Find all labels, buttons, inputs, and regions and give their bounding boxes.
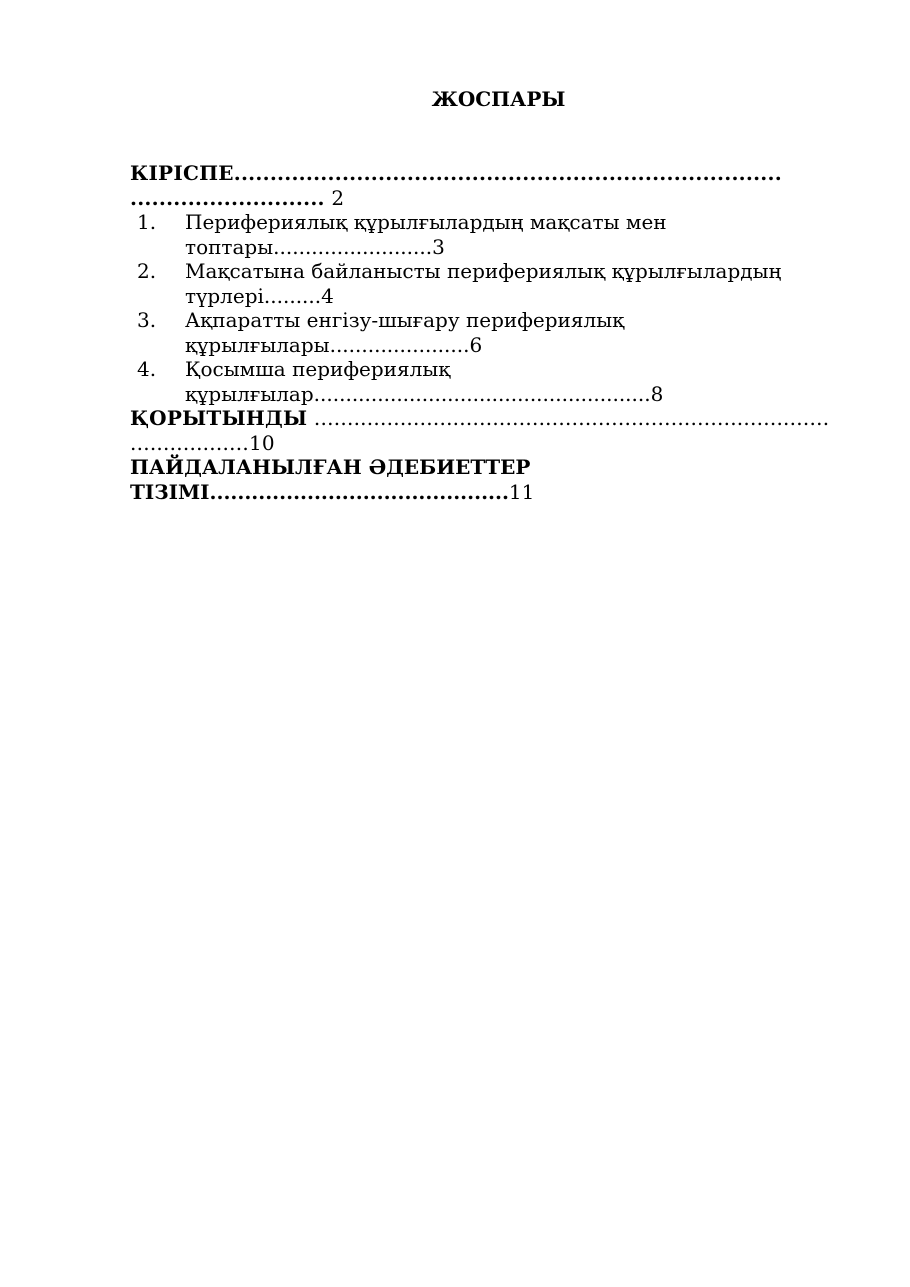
toc-entry-1 bbox=[130, 210, 870, 259]
toc-entry-leader: ......... bbox=[263, 283, 322, 308]
toc-entry-intro bbox=[130, 161, 870, 186]
toc-entry-title-continued: топтары bbox=[185, 234, 274, 259]
toc-entry-leader: ......................... bbox=[273, 234, 433, 259]
toc-entry-title: Перифериялық құрылғылардың мақсаты мен bbox=[185, 210, 667, 234]
toc-intro-leader: ............................................................................ bbox=[233, 161, 782, 185]
toc-entry-conclusion-continued bbox=[130, 431, 870, 456]
toc-intro-page: 2 bbox=[324, 185, 345, 210]
table-of-contents bbox=[130, 161, 870, 504]
toc-entry-number: 3. bbox=[137, 308, 157, 332]
toc-entry-title-continued: құрылғылары bbox=[185, 332, 330, 357]
toc-references-label-continued: ТІЗІМІ bbox=[130, 479, 210, 504]
toc-entry-number: 4. bbox=[137, 357, 157, 381]
toc-entry-title: Мақсатына байланысты перифериялық құрылғылардың bbox=[185, 259, 782, 283]
toc-entry-leader: ..................................................... bbox=[313, 381, 651, 406]
toc-entry-page: 8 bbox=[650, 381, 664, 406]
toc-intro-leader-continued: ........................... bbox=[130, 185, 325, 210]
toc-entry-number: 1. bbox=[137, 210, 157, 234]
toc-entry-text bbox=[185, 210, 870, 259]
toc-entry-leader: ...................... bbox=[329, 332, 470, 357]
toc-entry-references bbox=[130, 455, 870, 480]
toc-conclusion-page: 10 bbox=[248, 430, 275, 455]
toc-intro-label: КІРІСПЕ bbox=[130, 161, 234, 185]
toc-entry-references-continued bbox=[130, 480, 870, 505]
toc-entry-title: Ақпаратты енгізу-шығару перифериялық bbox=[185, 308, 625, 332]
toc-entry-page: 6 bbox=[469, 332, 483, 357]
toc-entry-3 bbox=[130, 308, 870, 357]
toc-entry-conclusion bbox=[130, 406, 870, 431]
toc-entry-text bbox=[185, 259, 870, 308]
toc-references-label: ПАЙДАЛАНЫЛҒАН ӘДЕБИЕТТЕР bbox=[130, 455, 531, 479]
toc-entry-intro-continued bbox=[130, 186, 870, 211]
toc-entry-2 bbox=[130, 259, 870, 308]
toc-entry-text bbox=[185, 357, 870, 406]
toc-entry-title: Қосымша перифериялық bbox=[185, 357, 451, 381]
toc-entry-number: 2. bbox=[137, 259, 157, 283]
toc-entry-text bbox=[185, 308, 870, 357]
toc-conclusion-label: ҚОРЫТЫНДЫ bbox=[130, 406, 308, 430]
toc-entry-title-continued: түрлері bbox=[185, 283, 264, 308]
toc-entry-page: 3 bbox=[432, 234, 445, 259]
toc-entry-page: 4 bbox=[321, 283, 334, 308]
toc-references-leader: ........................................... bbox=[209, 479, 509, 504]
toc-conclusion-leader: .............................................................................. bbox=[307, 406, 830, 430]
toc-entry-title-continued: құрылғылар bbox=[185, 381, 314, 406]
toc-references-page: 11 bbox=[508, 479, 535, 504]
toc-entry-4 bbox=[130, 357, 870, 406]
page-title: ЖОСПАРЫ bbox=[431, 87, 566, 111]
toc-conclusion-leader-continued: .................. bbox=[130, 430, 249, 455]
